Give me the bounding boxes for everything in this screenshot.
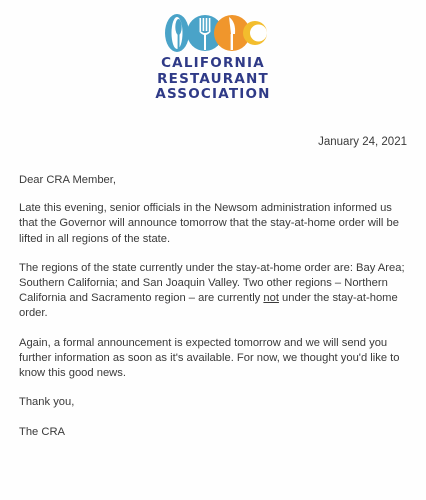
plate-icon xyxy=(243,21,267,45)
logo-line-restaurant: RESTAURANT xyxy=(157,70,269,87)
paragraph-2-text-start: The regions of the state currently under the stay-at-home order are: Bay Area; Southern California; and San Joaquin Valley. Two other regions – Northern California and Sacramento region – are currently xyxy=(19,261,405,305)
logo-wordmark xyxy=(0,56,426,103)
paragraph-2-underlined-not: not xyxy=(263,292,279,305)
letter-closing: Thank you, xyxy=(19,396,75,409)
paragraph-2-text-end: under the stay-at-home order. xyxy=(19,292,398,320)
logo-utensils-graphic xyxy=(158,12,268,54)
letter-paragraph-2 xyxy=(19,261,411,322)
logo-line-california: CALIFORNIA xyxy=(161,55,265,71)
letter-salutation: Dear CRA Member, xyxy=(19,174,116,186)
letter-paragraph-1: Late this evening, senior officials in the Newsom administration informed us that the Governor will announce tomorrow that the stay-at-home order will be lifted in all regions of the state. xyxy=(19,202,399,245)
letter-body xyxy=(19,173,411,441)
cra-logo xyxy=(0,12,426,103)
letter-paragraph-3: Again, a formal announcement is expected tomorrow and we will send you further information as soon as it's available. For now, we thought you'd like to know this good news. xyxy=(19,336,400,380)
logo-line-association: ASSOCIATION xyxy=(155,86,271,102)
letter-date: January 24, 2021 xyxy=(318,136,407,148)
letter-signature: The CRA xyxy=(19,426,66,439)
spoon-icon xyxy=(165,14,189,52)
